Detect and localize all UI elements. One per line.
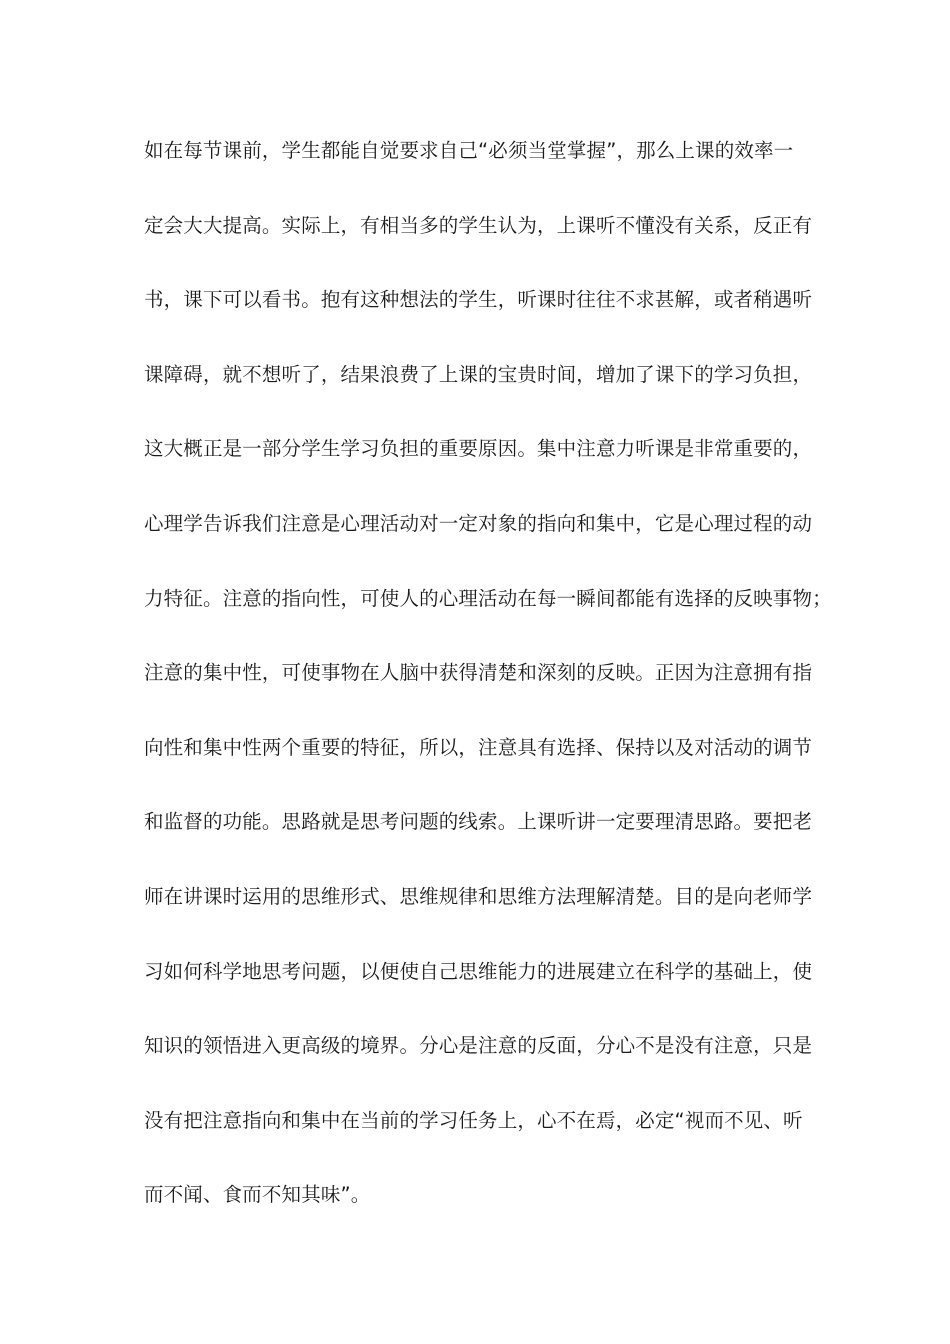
text-line-6: 心理学告诉我们注意是心理活动对一定对象的指向和集中，它是心理过程的动: [144, 511, 813, 535]
text-line-13: 知识的领悟进入更高级的境界。分心是注意的反面，分心不是没有注意，只是: [144, 1034, 813, 1058]
text-line-7: 力特征。注意的指向性，可使人的心理活动在每一瞬间都能有选择的反映事物；: [144, 586, 832, 610]
text-line-5: 这大概正是一部分学生学习负担的重要原因。集中注意力听课是非常重要的，: [144, 437, 813, 461]
text-line-15: 而不闻、食而不知其味”。: [144, 1183, 371, 1207]
text-line-9: 向性和集中性两个重要的特征，所以，注意具有选择、保持以及对活动的调节: [144, 735, 813, 759]
text-line-4: 课障碍，就不想听了，结果浪费了上课的宝贵时间，增加了课下的学习负担，: [144, 362, 813, 386]
text-line-2: 定会大大提高。实际上，有相当多的学生认为，上课听不懂没有关系，反正有: [144, 213, 813, 237]
text-line-11: 师在讲课时运用的思维形式、思维规律和思维方法理解清楚。目的是向老师学: [144, 884, 813, 908]
text-line-1: 如在每节课前，学生都能自觉要求自己“必须当堂掌握”，那么上课的效率一: [144, 139, 794, 162]
text-line-10: 和监督的功能。思路就是思考问题的线索。上课听讲一定要理清思路。要把老: [144, 810, 813, 834]
text-line-3: 书，课下可以看书。抱有这种想法的学生，听课时往往不求甚解，或者稍遇听: [144, 288, 813, 312]
body-paragraph: [144, 131, 832, 1250]
text-line-8: 注意的集中性，可使事物在人脑中获得清楚和深刻的反映。正因为注意拥有指: [144, 661, 813, 685]
text-line-14: 没有把注意指向和集中在当前的学习任务上，心不在焉，必定“视而不见、听: [144, 1108, 803, 1132]
text-line-12: 习如何科学地思考问题，以便使自己思维能力的进展建立在科学的基础上，使: [144, 959, 813, 983]
